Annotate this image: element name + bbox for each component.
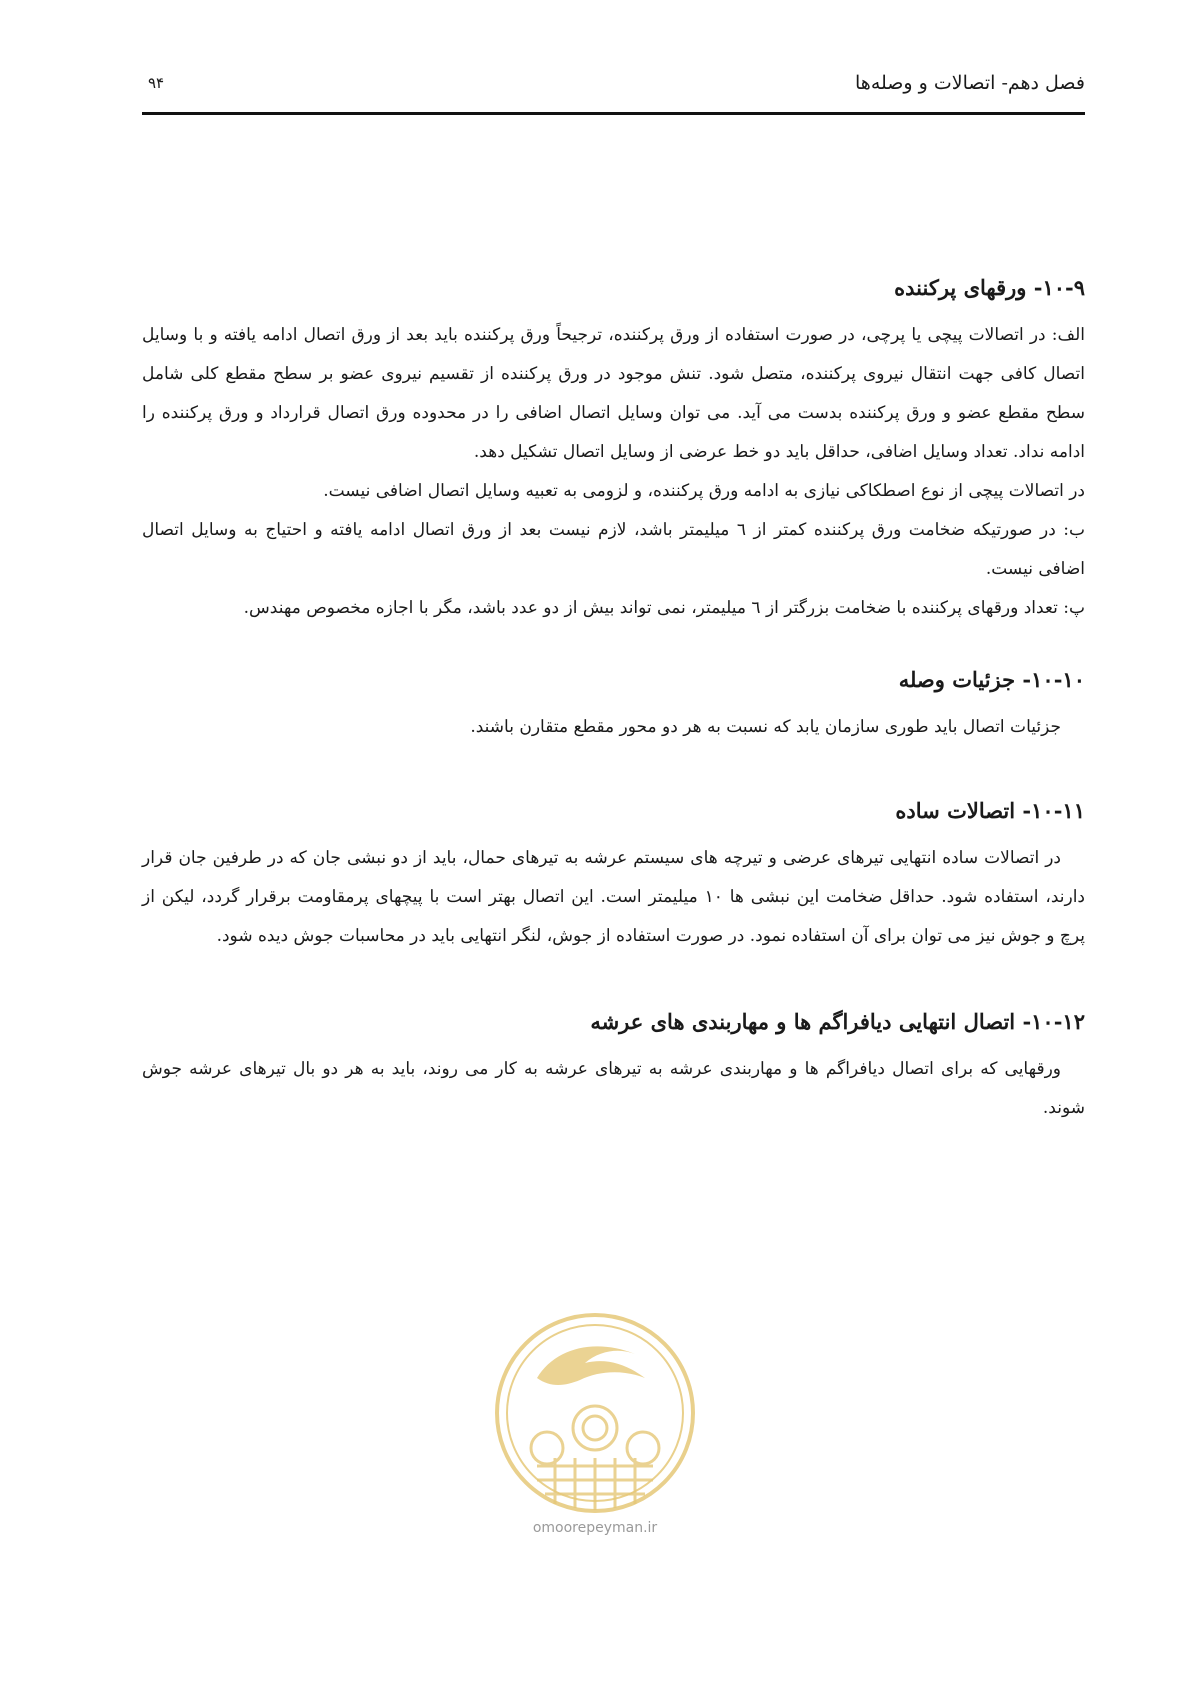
paragraph: در اتصالات ساده انتهایی تیرهای عرضی و تیرچه های سیستم عرشه به تیرهای حمال، باید از دو نبشی جان که در طرفین جان قرار دارند، استفاده شود. حداقل ضخامت این نبشی ها ۱۰ میلیمتر است. این اتصال بهتر است با پیچهای پرمقاومت برقرار گردد، لیکن از پرچ و جوش نیز می توان برای آن استفاده نمود. در صورت استفاده از جوش، لنگر انتهایی باید در محاسبات جوش دیده شود. <box>142 848 1085 946</box>
section-title: ۱۰-۱۱- اتصالات ساده <box>895 798 1085 823</box>
spacer <box>142 747 1085 793</box>
section-simple-connections <box>142 793 1085 956</box>
chapter-title: فصل دهم- اتصالات و وصله‌ها <box>855 72 1085 94</box>
section-title: ۱۰-۹- ورقهای پرکننده <box>894 275 1085 300</box>
paragraph: ورقهایی که برای اتصال دیافراگم ها و مهاربندی عرشه به تیرهای عرشه به کار می روند، باید به هر دو بال تیرهای عرشه جوش شوند. <box>142 1059 1085 1118</box>
paragraph: در اتصالات پیچی از نوع اصطکاکی نیازی به ادامه ورق پرکننده، و لزومی به تعبیه وسایل اتصال اضافی نیست. <box>323 481 1085 501</box>
section-filler-plates <box>142 270 1085 628</box>
watermark-url: omoorepeyman.ir <box>532 1520 658 1536</box>
paragraph: جزئیات اتصال باید طوری سازمان یابد که نسبت به هر دو محور مقطع متقارن باشند. <box>470 717 1061 737</box>
spacer <box>142 628 1085 662</box>
omoorepeyman-seal-icon <box>485 1308 705 1518</box>
paragraph: ب: در صورتیکه ضخامت ورق پرکننده کمتر از ٦ میلیمتر باشد، لازم نیست بعد از ورق اتصال ادامه یافته و احتیاج به وسایل اتصال اضافی نیست. <box>142 520 1086 579</box>
section-title: ۱۰-۱۰- جزئیات وصله <box>898 667 1085 692</box>
paragraph: الف: در اتصالات پیچی یا پرچی، در صورت استفاده از ورق پرکننده، ترجیحاً ورق پرکننده باید بعد از ورق اتصال ادامه یافته و با وسایل اتصال کافی جهت انتقال نیروی پرکننده، متصل شود. تنش موجود در ورق پرکننده از تقسیم نیروی عضو بر سطح مقطع کلی شامل سطح مقطع عضو و ورق پرکننده بدست می آید. می توان وسایل اتصال اضافی را در محدوده ورق اتصال قرارداد و ورق پرکننده را ادامه نداد. تعداد وسایل اضافی، حداقل باید دو خط عرضی از وسایل اتصال تشکیل دهد. <box>142 325 1085 462</box>
paragraph: پ: تعداد ورقهای پرکننده با ضخامت بزرگتر از ٦ میلیمتر، نمی تواند بیش از دو عدد باشد، مگر با اجازه مخصوص مهندس. <box>243 598 1085 618</box>
page-header <box>142 72 1085 115</box>
section-diaphragm-connections <box>142 1004 1085 1128</box>
section-title: ۱۰-۱۲- اتصال انتهایی دیافراگم ها و مهاربندی های عرشه <box>590 1009 1085 1034</box>
watermark <box>485 1308 705 1548</box>
spacer <box>142 956 1085 1004</box>
page-number: ۹۴ <box>148 74 165 92</box>
section-splice-details <box>142 662 1085 747</box>
page-content <box>142 270 1085 1128</box>
